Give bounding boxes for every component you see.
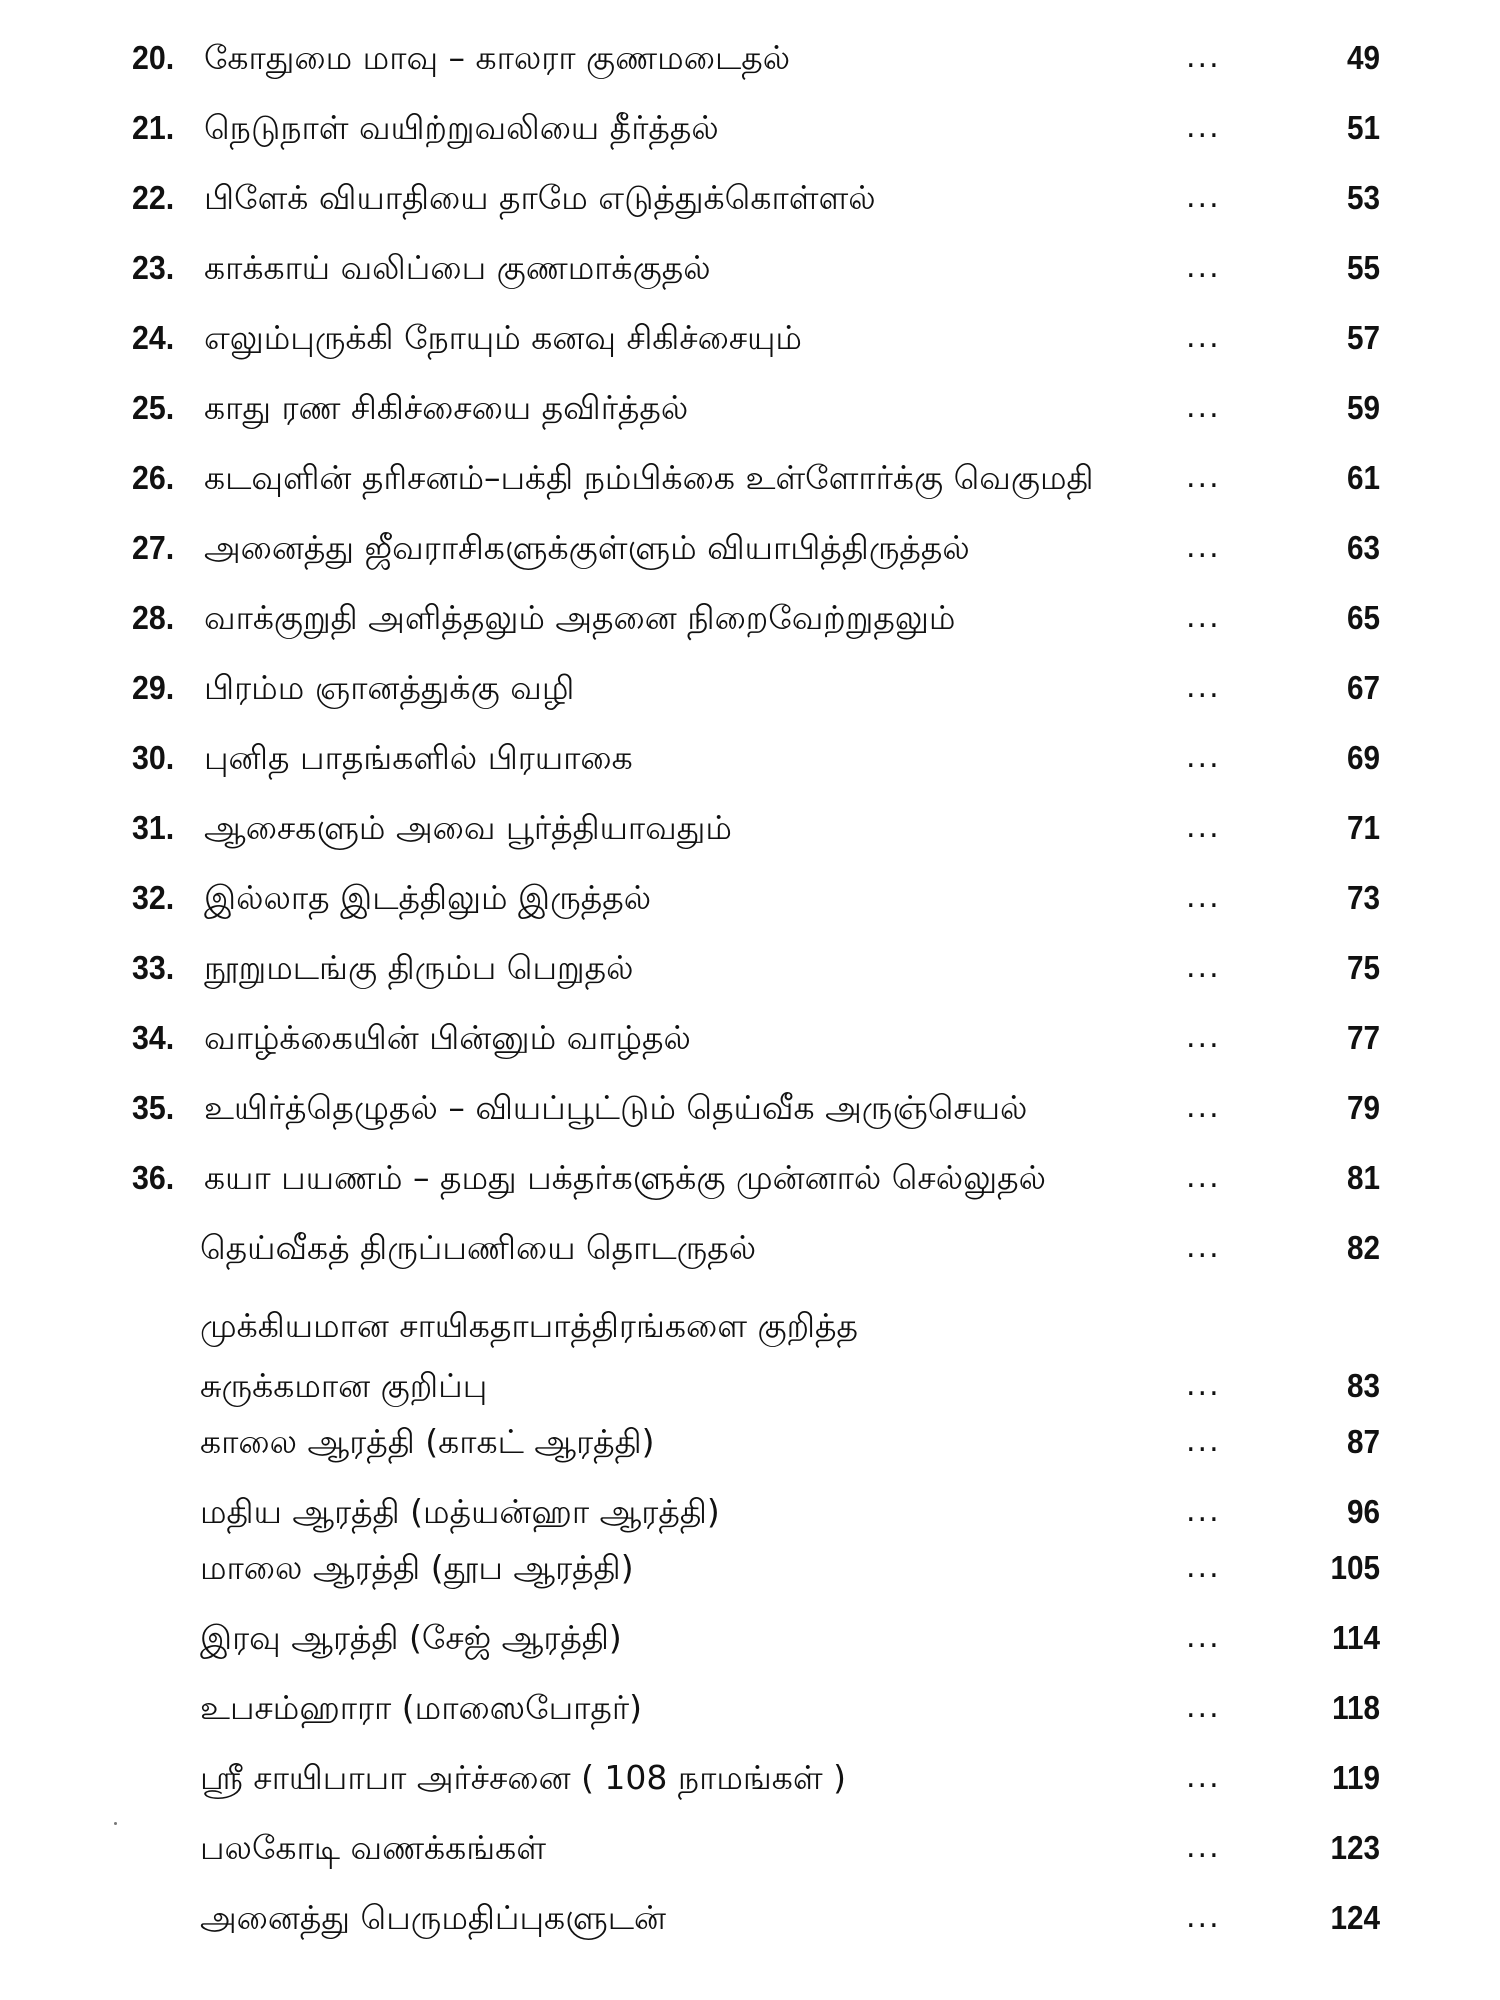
leader-dots: ... (1186, 1550, 1221, 1585)
entry-number: 20. (132, 39, 175, 76)
page-number: 75 (1346, 949, 1380, 986)
entry-title: இரவு ஆரத்தி (சேஜ் ஆரத்தி) (200, 1618, 622, 1657)
leader-dots: ... (1186, 1620, 1221, 1655)
leader-dots: ... (1186, 950, 1221, 985)
toc-row (0, 28, 1500, 88)
leader-dots: ... (1186, 1368, 1221, 1403)
page-number: 65 (1346, 599, 1380, 636)
toc-row (0, 1818, 1500, 1878)
toc-row (0, 308, 1500, 368)
toc-row (0, 1218, 1500, 1278)
leader-dots: ... (1186, 180, 1221, 215)
leader-dots: ... (1186, 530, 1221, 565)
entry-title: நூறுமடங்கு திரும்ப பெறுதல் (204, 948, 634, 987)
page-number: 51 (1346, 109, 1380, 146)
page-number: 79 (1346, 1089, 1380, 1126)
entry-number: 30. (132, 739, 175, 776)
entry-number: 36. (132, 1159, 175, 1196)
entry-title: கடவுளின் தரிசனம்–பக்தி நம்பிக்கை உள்ளோர்க்கு வெகுமதி (204, 458, 1094, 497)
toc-row (0, 98, 1500, 158)
entry-number: 35. (132, 1089, 175, 1126)
entry-number: 21. (132, 109, 175, 146)
page-number: 96 (1346, 1493, 1380, 1530)
page-number: 55 (1346, 249, 1380, 286)
leader-dots: ... (1186, 810, 1221, 845)
toc-row (0, 378, 1500, 438)
entry-title: காலை ஆரத்தி (காகட் ஆரத்தி) (200, 1422, 655, 1461)
leader-dots: ... (1186, 1494, 1221, 1529)
entry-number: 33. (132, 949, 175, 986)
toc-row (0, 1296, 1500, 1416)
leader-dots: ... (1186, 670, 1221, 705)
entry-number: 27. (132, 529, 175, 566)
toc-row (0, 1748, 1500, 1808)
page-number: 123 (1330, 1829, 1380, 1866)
toc-row (0, 798, 1500, 858)
leader-dots: ... (1186, 880, 1221, 915)
page-number: 63 (1346, 529, 1380, 566)
entry-title: புனித பாதங்களில் பிரயாகை (204, 738, 633, 777)
toc-row (0, 868, 1500, 928)
leader-dots: ... (1186, 390, 1221, 425)
entry-number: 25. (132, 389, 175, 426)
page-number: 83 (1346, 1367, 1380, 1404)
page-number: 119 (1332, 1759, 1380, 1796)
toc-row (0, 1412, 1500, 1472)
toc-row (0, 588, 1500, 648)
entry-number: 23. (132, 249, 175, 286)
entry-title: காக்காய் வலிப்பை குணமாக்குதல் (204, 248, 711, 287)
entry-title: உபசம்ஹாரா (மாஸைபோதர்) (200, 1688, 642, 1727)
page-number: 124 (1330, 1899, 1380, 1936)
leader-dots: ... (1186, 1830, 1221, 1865)
entry-title: உயிர்த்தெழுதல் – வியப்பூட்டும் தெய்வீக அருஞ்செயல் (204, 1088, 1028, 1127)
page-number: 59 (1346, 389, 1380, 426)
entry-number: 29. (132, 669, 175, 706)
entry-number: 28. (132, 599, 175, 636)
entry-title: தெய்வீகத் திருப்பணியை தொடருதல் (200, 1228, 757, 1267)
entry-number: 31. (132, 809, 175, 846)
toc-row (0, 448, 1500, 508)
scan-speck (114, 1822, 117, 1825)
toc-row (0, 1538, 1500, 1598)
entry-title: நெடுநாள் வயிற்றுவலியை தீர்த்தல் (204, 108, 719, 147)
page-number: 114 (1332, 1619, 1380, 1656)
entry-title: மாலை ஆரத்தி (தூப ஆரத்தி) (200, 1548, 634, 1587)
page-number: 71 (1346, 809, 1380, 846)
toc-row (0, 238, 1500, 298)
entry-title: அனைத்து ஜீவராசிகளுக்குள்ளும் வியாபித்திருத்தல் (204, 528, 970, 567)
toc-row (0, 1482, 1500, 1542)
leader-dots: ... (1186, 1424, 1221, 1459)
toc-row (0, 1008, 1500, 1068)
leader-dots: ... (1186, 600, 1221, 635)
entry-title: வாக்குறுதி அளித்தலும் அதனை நிறைவேற்றுதலும் (204, 598, 956, 637)
page-number: 105 (1330, 1549, 1380, 1586)
entry-title: பிளேக் வியாதியை தாமே எடுத்துக்கொள்ளல் (204, 178, 876, 217)
entry-title: கயா பயணம் – தமது பக்தர்களுக்கு முன்னால் செல்லுதல் (204, 1158, 1046, 1197)
page-number: 82 (1346, 1229, 1380, 1266)
entry-number: 22. (132, 179, 175, 216)
leader-dots: ... (1186, 1020, 1221, 1055)
leader-dots: ... (1186, 110, 1221, 145)
toc-row (0, 728, 1500, 788)
entry-title: எலும்புருக்கி நோயும் கனவு சிகிச்சையும் (204, 318, 802, 357)
page-number: 73 (1346, 879, 1380, 916)
entry-title: அனைத்து பெருமதிப்புகளுடன் (200, 1898, 666, 1937)
toc-row (0, 168, 1500, 228)
page-number: 69 (1346, 739, 1380, 776)
toc-row (0, 1078, 1500, 1138)
page-number: 118 (1332, 1689, 1380, 1726)
page-number: 81 (1346, 1159, 1380, 1196)
leader-dots: ... (1186, 1760, 1221, 1795)
leader-dots: ... (1186, 1690, 1221, 1725)
page-number: 77 (1346, 1019, 1380, 1056)
entry-number: 24. (132, 319, 175, 356)
leader-dots: ... (1186, 320, 1221, 355)
toc-row (0, 1888, 1500, 1948)
entry-title: பிரம்ம ஞானத்துக்கு வழி (204, 668, 575, 707)
toc-row (0, 1148, 1500, 1208)
toc-row (0, 658, 1500, 718)
toc-row (0, 938, 1500, 998)
entry-title: ஆசைகளும் அவை பூர்த்தியாவதும் (204, 808, 732, 847)
leader-dots: ... (1186, 1160, 1221, 1195)
leader-dots: ... (1186, 1900, 1221, 1935)
toc-row (0, 1678, 1500, 1738)
page-number: 87 (1346, 1423, 1380, 1460)
entry-title: காது ரண சிகிச்சையை தவிர்த்தல் (204, 388, 689, 427)
entry-title: வாழ்க்கையின் பின்னும் வாழ்தல் (204, 1018, 691, 1057)
toc-row (0, 518, 1500, 578)
entry-title: கோதுமை மாவு – காலரா குணமடைதல் (204, 38, 791, 77)
entry-number: 34. (132, 1019, 175, 1056)
entry-title: பலகோடி வணக்கங்கள் (200, 1828, 547, 1867)
entry-title: ஸ்ரீ சாயிபாபா அர்ச்சனை ( 108 நாமங்கள் ) (200, 1758, 847, 1797)
entry-title: இல்லாத இடத்திலும் இருத்தல் (204, 878, 652, 917)
entry-number: 26. (132, 459, 175, 496)
leader-dots: ... (1186, 740, 1221, 775)
entry-title: மதிய ஆரத்தி (மத்யன்ஹா ஆரத்தி) (200, 1492, 720, 1531)
page-number: 61 (1346, 459, 1380, 496)
page-number: 53 (1346, 179, 1380, 216)
page-number: 49 (1346, 39, 1380, 76)
page-number: 67 (1346, 669, 1380, 706)
leader-dots: ... (1186, 40, 1221, 75)
leader-dots: ... (1186, 250, 1221, 285)
page-number: 57 (1346, 319, 1380, 356)
toc-row (0, 1608, 1500, 1668)
leader-dots: ... (1186, 460, 1221, 495)
entry-number: 32. (132, 879, 175, 916)
entry-title: முக்கியமான சாயிகதாபாத்திரங்களை குறித்த சுருக்கமான குறிப்பு (200, 1306, 859, 1405)
leader-dots: ... (1186, 1090, 1221, 1125)
leader-dots: ... (1186, 1230, 1221, 1265)
